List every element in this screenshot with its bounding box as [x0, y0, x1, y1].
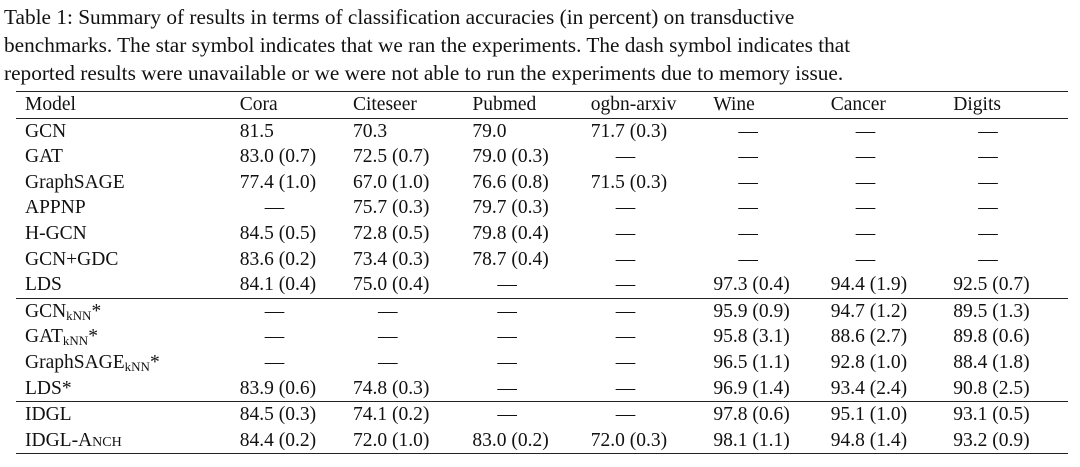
accuracy-cell: 95.1 (1.0) — [822, 402, 945, 428]
accuracy-cell: 72.0 (0.3) — [582, 428, 705, 454]
column-header: Pubmed — [472, 94, 537, 115]
unavailable-cell: — — [615, 222, 636, 244]
column-header: ogbn-arxiv — [590, 94, 677, 115]
unavailable-cell: — — [855, 222, 876, 244]
table-row — [16, 272, 1068, 298]
accuracy-cell: 79.7 (0.3) — [472, 197, 549, 219]
model-name-cell — [16, 376, 231, 402]
unavailable-cell: — — [497, 351, 517, 373]
model-name-cell — [16, 298, 231, 324]
model-name-cell — [16, 144, 231, 170]
unavailable-cell: — — [978, 171, 998, 193]
unavailable-cell: — — [463, 402, 581, 428]
accuracy-cell: 77.4 (1.0) — [239, 171, 317, 193]
model-name-cell — [16, 402, 231, 428]
unavailable-cell: — — [497, 377, 517, 399]
model-name: IDGL — [25, 404, 72, 426]
accuracy-cell: 98.1 (1.1) — [704, 428, 821, 454]
model-name: GAT — [25, 326, 63, 348]
unavailable-cell: — — [855, 248, 876, 270]
accuracy-cell: 67.0 (1.0) — [352, 171, 430, 193]
unavailable-cell: — — [582, 402, 705, 428]
table-row — [16, 324, 1068, 350]
accuracy-cell: 84.1 (0.4) — [239, 274, 317, 296]
model-name-cell — [16, 428, 231, 454]
table-row — [16, 170, 1068, 196]
model-name: GCN+GDC — [25, 248, 119, 270]
unavailable-cell: — — [615, 248, 636, 270]
accuracy-cell: 75.7 (0.3) — [352, 197, 430, 219]
accuracy-cell: 83.9 (0.6) — [239, 377, 317, 399]
unavailable-cell: — — [738, 197, 758, 219]
table-row — [16, 247, 1068, 273]
model-subscript: kNN — [62, 333, 89, 349]
accuracy-cell: 89.5 (1.3) — [944, 298, 1068, 324]
accuracy-cell: 95.8 (3.1) — [713, 326, 790, 348]
unavailable-cell: — — [978, 197, 998, 219]
unavailable-cell: — — [231, 298, 344, 324]
row-group — [16, 118, 1068, 298]
unavailable-cell: — — [463, 298, 581, 324]
unavailable-cell: — — [978, 222, 998, 244]
accuracy-cell: 97.3 (0.4) — [713, 274, 790, 296]
model-name-cell — [16, 272, 231, 298]
accuracy-cell: 81.5 — [239, 120, 274, 142]
accuracy-cell: 90.8 (2.5) — [953, 377, 1030, 399]
unavailable-cell: — — [264, 197, 285, 219]
unavailable-cell: — — [615, 274, 636, 296]
accuracy-cell: 72.8 (0.5) — [352, 222, 430, 244]
table-row — [16, 298, 1068, 324]
accuracy-cell: 97.8 (0.6) — [704, 402, 821, 428]
header-row — [16, 92, 1068, 119]
accuracy-cell: 94.8 (1.4) — [822, 428, 945, 454]
unavailable-cell: — — [264, 326, 285, 348]
model-name: APPNP — [25, 197, 86, 219]
unavailable-cell: — — [738, 222, 758, 244]
accuracy-cell: 94.7 (1.2) — [822, 298, 945, 324]
model-name-cell — [16, 170, 231, 196]
unavailable-cell: — — [377, 351, 398, 373]
caption-line: Table 1: Summary of results in terms of classification accuracies (in percent) on transductive — [4, 5, 795, 29]
caption-line: benchmarks. The star symbol indicates that we ran the experiments. The dash symbol indicates that — [4, 33, 851, 57]
accuracy-cell: 83.0 (0.2) — [463, 428, 581, 454]
accuracy-cell: 88.6 (2.7) — [830, 326, 908, 348]
accuracy-cell: 71.7 (0.3) — [590, 120, 668, 142]
table-row — [16, 428, 1068, 454]
model-name-cell — [16, 221, 231, 247]
unavailable-cell: — — [855, 120, 876, 142]
unavailable-cell: — — [615, 351, 636, 373]
unavailable-cell: — — [344, 298, 463, 324]
table-caption — [4, 3, 1076, 87]
model-name-cell — [16, 118, 231, 144]
accuracy-cell: 92.8 (1.0) — [830, 351, 908, 373]
accuracy-cell: 96.9 (1.4) — [713, 377, 790, 399]
model-suffix: * — [88, 326, 98, 348]
accuracy-cell: 79.8 (0.4) — [472, 222, 549, 244]
accuracy-cell: 76.6 (0.8) — [472, 171, 549, 193]
unavailable-cell: — — [497, 274, 517, 296]
unavailable-cell: — — [615, 197, 636, 219]
unavailable-cell: — — [264, 351, 285, 373]
column-header: Citeseer — [352, 94, 417, 115]
accuracy-cell: 70.3 — [352, 120, 388, 142]
accuracy-cell: 84.5 (0.3) — [231, 402, 344, 428]
table-header — [16, 92, 1068, 119]
accuracy-cell: 74.1 (0.2) — [344, 402, 463, 428]
unavailable-cell: — — [738, 146, 758, 168]
accuracy-cell: 92.5 (0.7) — [953, 274, 1030, 296]
unavailable-cell: — — [978, 248, 998, 270]
model-name-cell — [16, 350, 231, 376]
accuracy-cell: 84.4 (0.2) — [231, 428, 344, 454]
caption-line: reported results were unavailable or we were not able to run the experiments due to memory issue. — [4, 61, 844, 85]
table-row — [16, 402, 1068, 428]
unavailable-cell: — — [855, 146, 876, 168]
model-suffix: * — [91, 300, 102, 322]
model-suffix: * — [149, 351, 160, 373]
column-header: Digits — [953, 94, 1001, 115]
unavailable-cell: — — [855, 171, 876, 193]
model-subscript: kNN — [124, 358, 150, 374]
accuracy-cell: 79.0 — [472, 120, 507, 142]
model-name: LDS* — [25, 377, 72, 399]
model-name-cell — [16, 324, 231, 350]
table-row — [16, 195, 1068, 221]
accuracy-cell: 78.7 (0.4) — [472, 248, 549, 270]
unavailable-cell: — — [855, 197, 876, 219]
table-row — [16, 350, 1068, 376]
unavailable-cell: — — [738, 120, 758, 142]
table-row — [16, 118, 1068, 144]
unavailable-cell: — — [615, 377, 636, 399]
accuracy-cell: 72.5 (0.7) — [352, 146, 430, 168]
accuracy-cell: 94.4 (1.9) — [830, 274, 908, 296]
model-subscript: kNN — [66, 307, 92, 323]
model-name: LDS — [25, 274, 62, 296]
accuracy-cell: 93.2 (0.9) — [944, 428, 1068, 454]
unavailable-cell: — — [978, 146, 998, 168]
table-row — [16, 144, 1068, 170]
table-row — [16, 221, 1068, 247]
accuracy-cell: 74.8 (0.3) — [352, 377, 430, 399]
accuracy-cell: 73.4 (0.3) — [352, 248, 430, 270]
accuracy-cell: 89.8 (0.6) — [953, 326, 1030, 348]
accuracy-cell: 96.5 (1.1) — [713, 351, 790, 373]
column-header: Model — [25, 94, 76, 115]
column-header: Wine — [713, 94, 755, 115]
model-name: GraphSAGE — [25, 171, 125, 193]
unavailable-cell: — — [738, 248, 758, 270]
column-header: Cora — [239, 94, 278, 115]
results-table — [16, 91, 1068, 454]
row-group — [16, 402, 1068, 454]
model-name: GCN — [25, 300, 67, 322]
model-name: IDGL-Anch — [25, 429, 122, 451]
accuracy-cell: 71.5 (0.3) — [590, 171, 668, 193]
accuracy-cell: 84.5 (0.5) — [239, 222, 317, 244]
accuracy-cell: 95.9 (0.9) — [704, 298, 821, 324]
unavailable-cell: — — [615, 146, 636, 168]
accuracy-cell: 88.4 (1.8) — [953, 351, 1030, 373]
model-name: GCN — [25, 120, 67, 142]
accuracy-cell: 79.0 (0.3) — [472, 146, 549, 168]
accuracy-cell: 83.6 (0.2) — [239, 248, 317, 270]
model-name: H-GCN — [25, 222, 87, 244]
accuracy-cell: 72.0 (1.0) — [344, 428, 463, 454]
row-group — [16, 298, 1068, 401]
accuracy-cell: 93.1 (0.5) — [944, 402, 1068, 428]
unavailable-cell: — — [377, 326, 398, 348]
model-name: GAT — [25, 146, 63, 168]
model-name: GraphSAGE — [25, 351, 125, 373]
unavailable-cell: — — [738, 171, 758, 193]
model-name-cell — [16, 195, 231, 221]
unavailable-cell: — — [582, 298, 705, 324]
unavailable-cell: — — [497, 326, 517, 348]
accuracy-cell: 75.0 (0.4) — [352, 274, 430, 296]
column-header: Cancer — [830, 94, 886, 115]
accuracy-cell: 83.0 (0.7) — [239, 146, 317, 168]
table-row — [16, 376, 1068, 402]
accuracy-cell: 93.4 (2.4) — [830, 377, 908, 399]
model-name-cell — [16, 247, 231, 273]
unavailable-cell: — — [978, 120, 998, 142]
unavailable-cell: — — [615, 326, 636, 348]
